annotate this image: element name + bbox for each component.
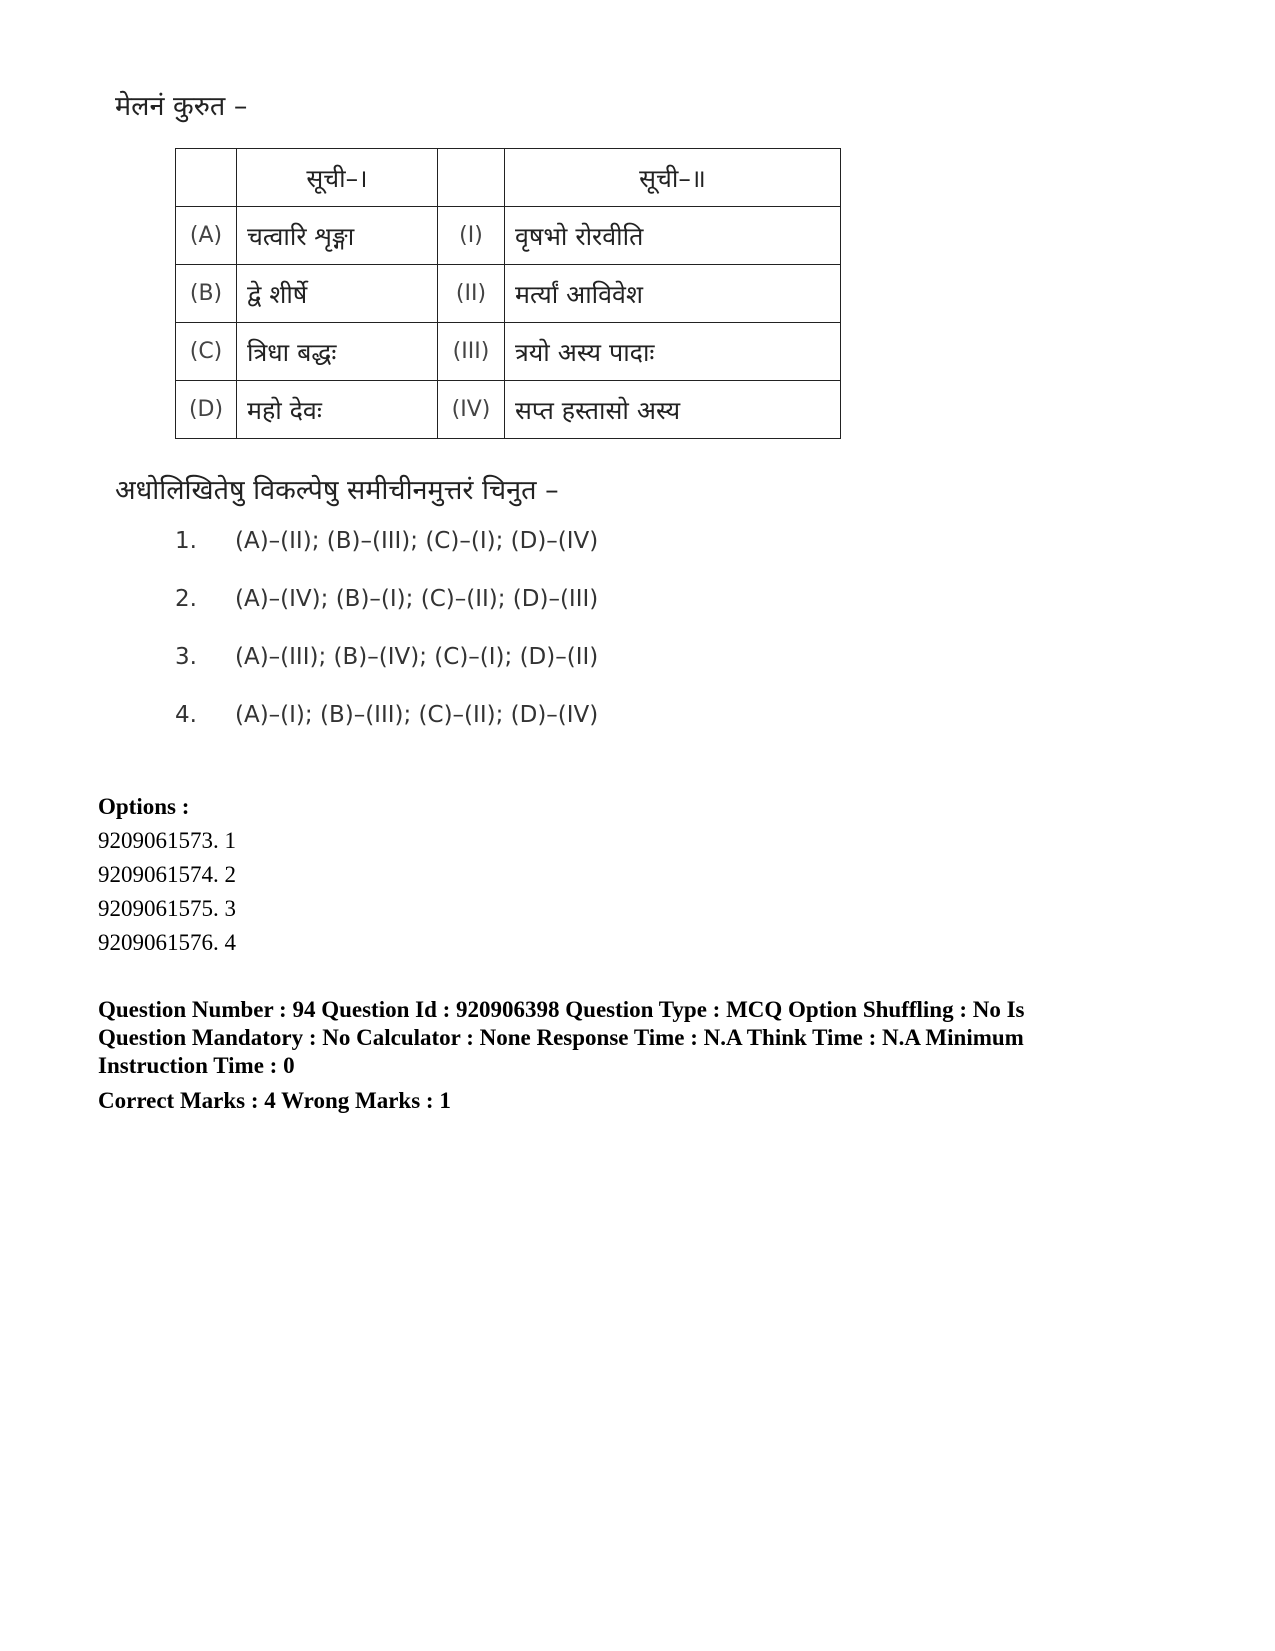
choice-text: (A)–(IV); (B)–(I); (C)–(II); (D)–(III) — [235, 586, 599, 612]
option-id-item: 9209061575. 3 — [98, 896, 236, 921]
list1-header: सूची–। — [237, 149, 438, 207]
table-row — [176, 323, 841, 381]
choice-item — [175, 644, 598, 702]
question-instruction: अधोलिखितेषु विकल्पेषु समीचीनमुत्तरं चिनुत – — [115, 475, 559, 506]
question-image — [0, 0, 1275, 760]
question-info-line: Question Mandatory : No Calculator : None Response Time : N.A Think Time : N.A Minimum — [98, 1025, 1024, 1050]
row-label: (A) — [176, 207, 237, 265]
table-row — [176, 381, 841, 439]
choice-item — [175, 528, 598, 586]
list2-item: सप्त हस्तासो अस्य — [505, 381, 841, 439]
table-header-cell — [176, 149, 237, 207]
row-label: (II) — [438, 265, 505, 323]
choice-text: (A)–(III); (B)–(IV); (C)–(I); (D)–(II) — [235, 644, 599, 670]
list1-item: चत्वारि शृङ्गा — [237, 207, 438, 265]
question-info — [98, 996, 1178, 1080]
option-id-item: 9209061576. 4 — [98, 930, 236, 955]
table-row — [176, 265, 841, 323]
choice-list — [175, 528, 598, 760]
question-meta — [98, 790, 1178, 1118]
row-label: (IV) — [438, 381, 505, 439]
list2-item: मर्त्यां आविवेश — [505, 265, 841, 323]
choice-text: (A)–(I); (B)–(III); (C)–(II); (D)–(IV) — [235, 702, 599, 728]
marks-info: Correct Marks : 4 Wrong Marks : 1 — [98, 1088, 451, 1113]
match-table — [175, 148, 841, 439]
option-id-item: 9209061574. 2 — [98, 862, 236, 887]
list2-item: वृषभो रोरवीति — [505, 207, 841, 265]
list2-item: त्रयो अस्य पादाः — [505, 323, 841, 381]
choice-text: (A)–(II); (B)–(III); (C)–(I); (D)–(IV) — [235, 528, 599, 554]
list2-header: सूची–॥ — [505, 149, 841, 207]
choice-number: 4. — [175, 702, 197, 728]
choice-item — [175, 702, 598, 760]
table-row — [176, 207, 841, 265]
choice-number: 2. — [175, 586, 197, 612]
choice-item — [175, 586, 598, 644]
row-label: (III) — [438, 323, 505, 381]
row-label: (I) — [438, 207, 505, 265]
question-info-line: Instruction Time : 0 — [98, 1053, 295, 1078]
choice-number: 1. — [175, 528, 197, 554]
row-label: (D) — [176, 381, 237, 439]
choice-number: 3. — [175, 644, 197, 670]
row-label: (B) — [176, 265, 237, 323]
list1-item: महो देवः — [237, 381, 438, 439]
list1-item: त्रिधा बद्धः — [237, 323, 438, 381]
question-heading: मेलनं कुरुत – — [115, 91, 248, 122]
options-label: Options : — [98, 794, 190, 819]
list1-item: द्वे शीर्षे — [237, 265, 438, 323]
row-label: (C) — [176, 323, 237, 381]
question-info-line: Question Number : 94 Question Id : 920906398 Question Type : MCQ Option Shuffling : No Is — [98, 997, 1025, 1022]
table-header-cell — [438, 149, 505, 207]
option-id-item: 9209061573. 1 — [98, 828, 236, 853]
table-header-row — [176, 149, 841, 207]
